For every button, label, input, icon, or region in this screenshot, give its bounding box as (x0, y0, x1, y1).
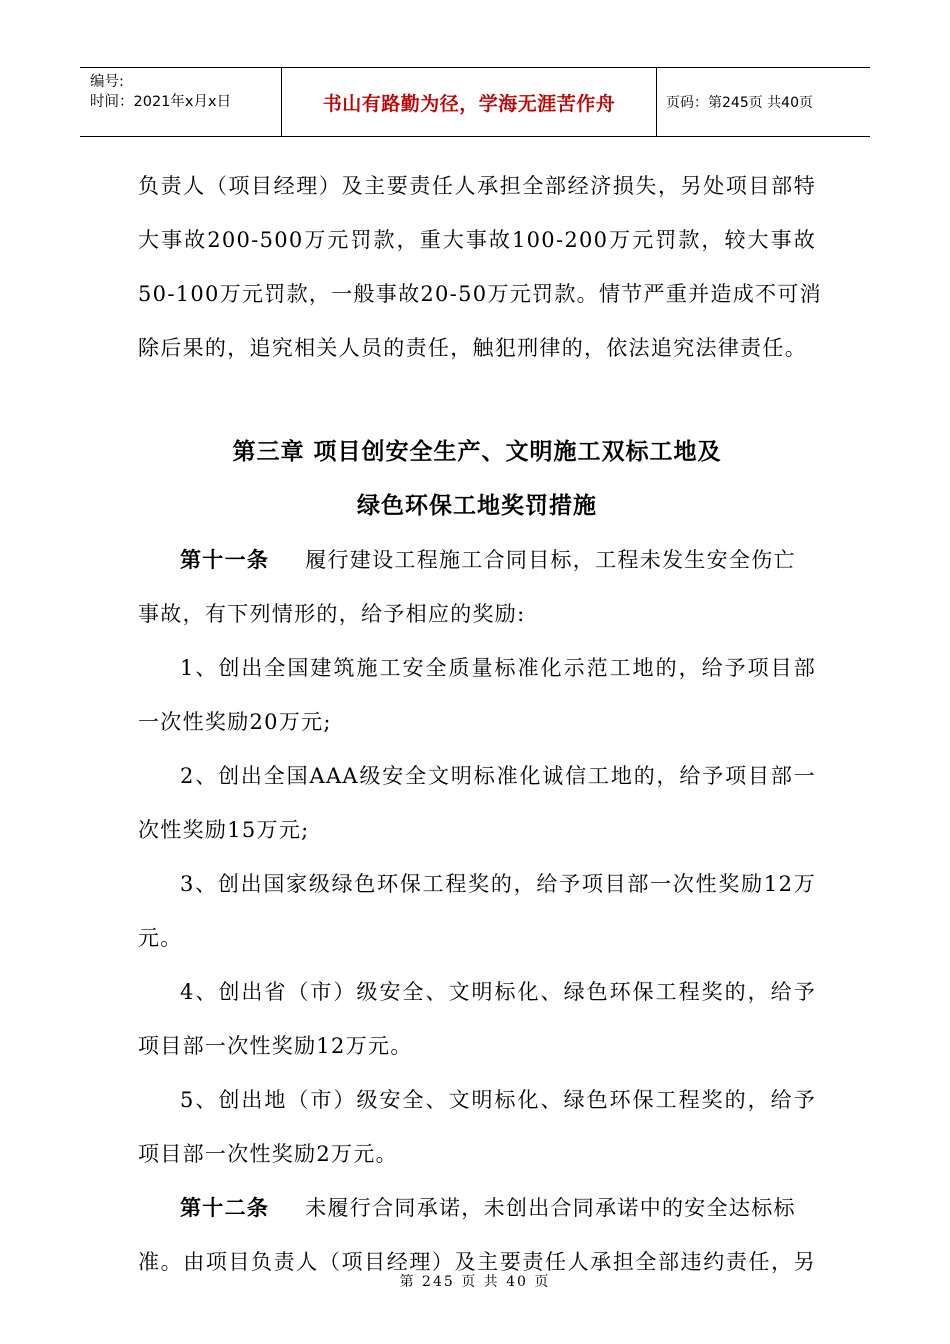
document-date: 时间：2021年x月x日 (90, 94, 232, 110)
article-11-label: 第十一条 (180, 548, 270, 572)
list-item-2: 2、创出全国AAA级安全文明标准化诚信工地的，给予项目部一 (180, 764, 816, 788)
chapter-title-line-2: 绿色环保工地奖罚措施 (357, 493, 597, 519)
text-line: 除后果的，追究相关人员的责任，触犯刑律的，依法追究法律责任。 (138, 336, 807, 360)
article-12-text: 未履行合同承诺，未创出合同承诺中的安全达标标 (305, 1196, 796, 1220)
text-line: 事故，有下列情形的，给予相应的奖励: (138, 602, 526, 626)
text-line: 50-100万元罚款，一般事故20-50万元罚款。情节严重并造成不可消 (138, 282, 822, 306)
article-11 (138, 540, 816, 594)
list-item-5: 5、创出地（市）级安全、文明标化、绿色环保工程奖的，给予 (180, 1088, 816, 1112)
article-12 (138, 1188, 816, 1242)
article-12-label: 第十二条 (180, 1196, 270, 1220)
header-meta (80, 68, 282, 136)
list-item-1: 1、创出全国建筑施工安全质量标准化示范工地的，给予项目部 (180, 656, 816, 680)
text-line: 大事故200-500万元罚款，重大事故100-200万元罚款，较大事故 (138, 228, 816, 252)
text-line: 准。由项目负责人（项目经理）及主要责任人承担全部违约责任，另 (138, 1250, 816, 1274)
list-item-4: 4、创出省（市）级安全、文明标化、绿色环保工程奖的，给予 (180, 980, 816, 1004)
article-11-text: 履行建设工程施工合同目标，工程未发生安全伤亡 (305, 548, 796, 572)
list-item-5-cont: 项目部一次性奖励2万元。 (138, 1142, 398, 1166)
document-body (138, 166, 822, 1296)
list-item-1-cont: 一次性奖励20万元; (138, 710, 332, 734)
list-item-3: 3、创出国家级绿色环保工程奖的，给予项目部一次性奖励12万 (180, 872, 816, 896)
chapter-title-line-1: 第三章 项目创安全生产、文明施工双标工地及 (232, 439, 722, 465)
header-page-info: 页码：第245页 共40页 (666, 95, 813, 111)
list-item-4-cont: 项目部一次性奖励12万元。 (138, 1034, 413, 1058)
page-header (80, 67, 870, 137)
list-item-2-cont: 次性奖励15万元; (138, 818, 310, 842)
list-item-3-cont: 元。 (138, 926, 183, 950)
text-line: 负责人（项目经理）及主要责任人承担全部经济损失，另处项目部特 (138, 174, 816, 198)
document-number-label: 编号: (90, 74, 124, 90)
header-motto: 书山有路勤为径，学海无涯苦作舟 (282, 68, 657, 136)
page-footer: 第 245 页 共 40 页 (399, 1274, 551, 1290)
